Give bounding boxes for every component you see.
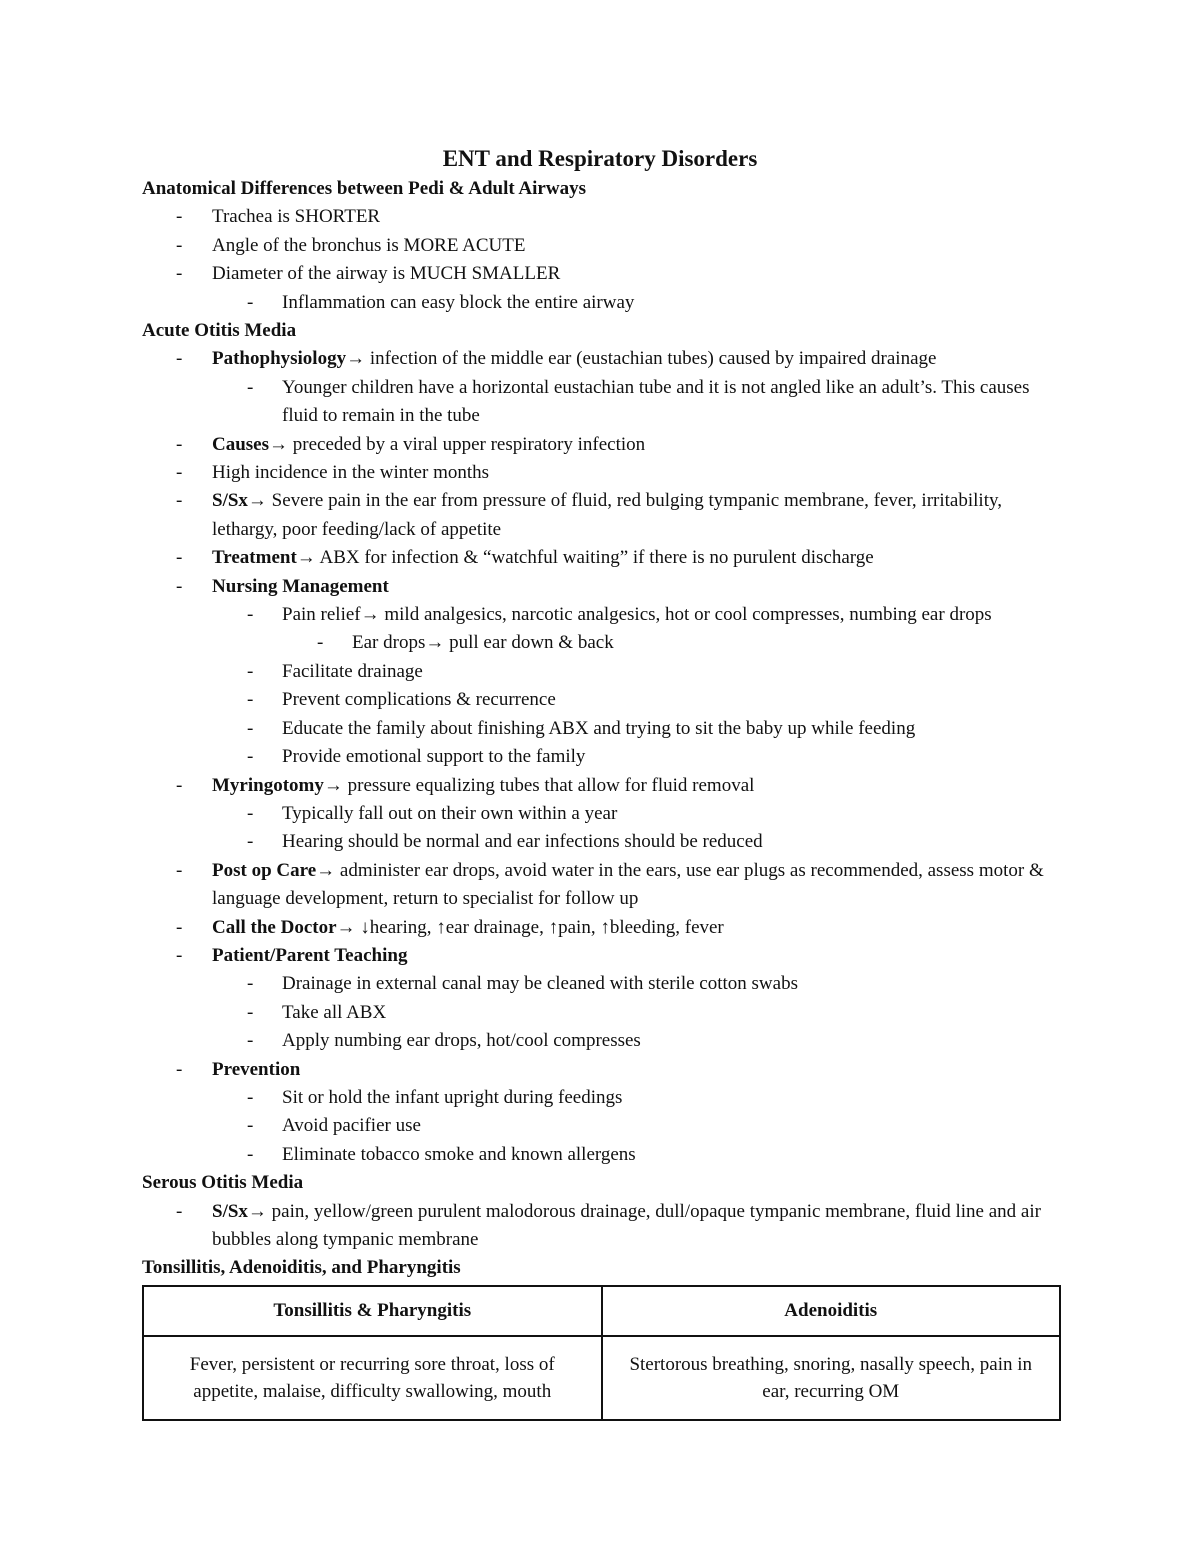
list-item: - Eliminate tobacco smoke and known allergens [247,1143,636,1165]
table-row [143,1336,1060,1420]
table-header-cell: Tonsillitis & Pharyngitis [143,1286,602,1336]
list-item: - Educate the family about finishing ABX and trying to sit the baby up while feeding [247,717,916,739]
list-item: - Hearing should be normal and ear infections should be reduced [247,831,763,853]
list-item: - Avoid pacifier use [247,1115,421,1137]
list-item: - Sit or hold the infant upright during feedings [247,1086,623,1108]
document-body [142,175,1062,1421]
list-item: - Take all ABX [247,1001,387,1023]
list-item: - Drainage in external canal may be cleaned with sterile cotton swabs [247,973,798,995]
list-item-symptoms: - S/Sx→ pain, yellow/green purulent malodorous drainage, dull/opaque tympanic membrane, fluid line and air bubbles along tympanic membrane [176,1200,1041,1250]
list-item: - Prevent complications & recurrence [247,689,556,711]
list-item: - Angle of the bronchus is MORE ACUTE [176,234,526,256]
comparison-table [142,1285,1061,1421]
list-item-causes: - Causes→ preceded by a viral upper respiratory infection [176,433,646,455]
section-heading-tonsillitis: Tonsillitis, Adenoiditis, and Pharyngitis [142,1257,461,1279]
list-item: - Inflammation can easy block the entire airway [247,291,635,313]
list-item: - Ear drops→ pull ear down & back [317,632,614,654]
list-item-incidence: - High incidence in the winter months [176,462,490,484]
list-item: - Diameter of the airway is MUCH SMALLER [176,263,561,285]
list-item-post-op-care: - Post op Care→ administer ear drops, avoid water in the ears, use ear plugs as recommended, assess motor & language development, return to specialist for follow up [176,859,1044,910]
list-item-prevention: - Prevention [176,1058,301,1080]
list-item-call-the-doctor: - Call the Doctor→ ↓hearing, ↑ear drainage, ↑pain, ↑bleeding, fever [176,916,724,938]
list-item-myringotomy: - Myringotomy→ pressure equalizing tubes that allow for fluid removal [176,774,755,796]
list-item: - Provide emotional support to the family [247,746,586,768]
list-item: - Pain relief→ mild analgesics, narcotic analgesics, hot or cool compresses, numbing ear drops [247,604,992,626]
list-item: - Trachea is SHORTER [176,206,381,228]
list-item: - Facilitate drainage [247,660,423,682]
list-item: - Typically fall out on their own within a year [247,802,618,824]
section-heading-acute-otitis-media: Acute Otitis Media [142,320,297,342]
section-heading-serous-otitis-media: Serous Otitis Media [142,1172,304,1194]
list-item-pathophysiology: - Pathophysiology→ infection of the middle ear (eustachian tubes) caused by impaired drainage [176,348,937,370]
list-item-patient-teaching: - Patient/Parent Teaching [176,944,408,966]
table-header-cell: Adenoiditis [602,1286,1061,1336]
table-header-row [143,1286,1060,1336]
list-item-treatment: - Treatment→ ABX for infection & “watchful waiting” if there is no purulent discharge [176,547,874,569]
list-item-symptoms: - S/Sx→ Severe pain in the ear from pressure of fluid, red bulging tympanic membrane, fever, irritability, lethargy, poor feeding/lack of appetite [176,490,1002,540]
list-item: - Apply numbing ear drops, hot/cool compresses [247,1030,641,1052]
list-item: - Younger children have a horizontal eustachian tube and it is not angled like an adult’s. This causes fluid to remain in the tube [247,376,1030,427]
table-cell: Stertorous breathing, snoring, nasally speech, pain in ear, recurring OM [602,1336,1061,1420]
list-item-nursing-management: - Nursing Management [176,575,389,597]
document-title: ENT and Respiratory Disorders [442,146,758,171]
section-heading-anatomy: Anatomical Differences between Pedi & Adult Airways [142,178,586,199]
table-cell: Fever, persistent or recurring sore throat, loss of appetite, malaise, difficulty swallowing, mouth [143,1336,602,1420]
